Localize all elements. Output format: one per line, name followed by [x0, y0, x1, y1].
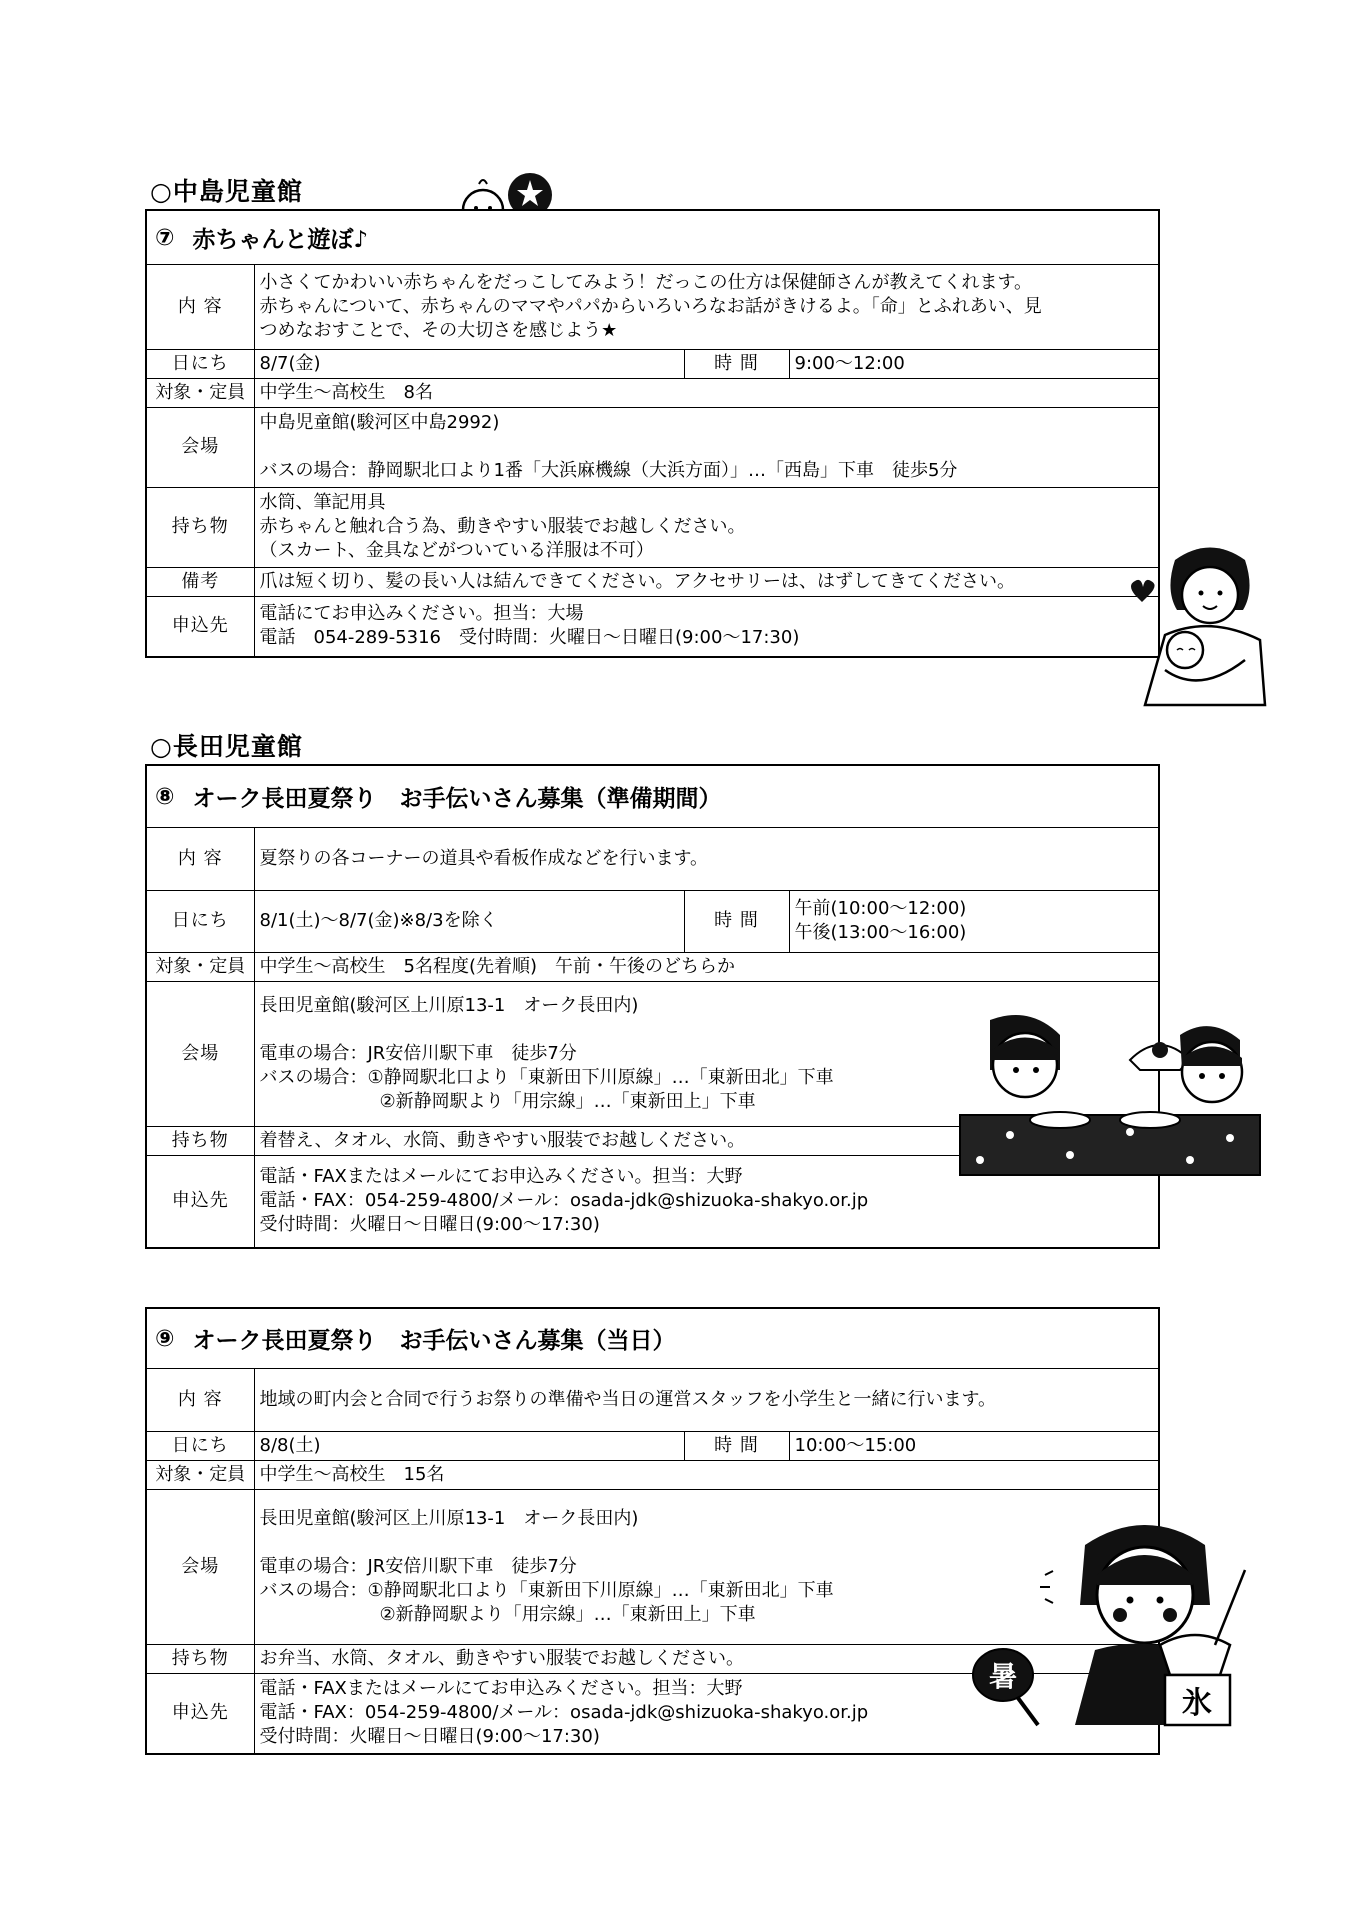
event-title-text: オーク長田夏祭り お手伝いさん募集（準備期間）	[192, 786, 722, 812]
event-title-7	[147, 211, 1158, 265]
section-heading-osada: ○長田児童館	[150, 732, 303, 761]
event-title-9	[147, 1309, 1158, 1369]
items-value: 着替え、タオル、水筒、動きやすい服装でお越しください。	[254, 1126, 1158, 1155]
content-value: 小さくてかわいい赤ちゃんをだっこしてみよう！だっこの仕方は保健師さんが教えてくれます。 赤ちゃんについて、赤ちゃんのママやパパからいろいろなお話がきけるよ。「命」とふれあい、見 つめなおすことで、その大切さを感じよう★	[254, 265, 1158, 349]
apply-label: 申込先	[147, 596, 254, 656]
uchiwa-text: 暑	[988, 1660, 1018, 1693]
apply-value: 電話・FAXまたはメールにてお申込みください。担当：大野 電話・FAX：054-259-4800/メール：osada-jdk@shizuoka-shakyo.or.jp 受付時間：火曜日～日曜日(9:00～17:30)	[254, 1673, 1158, 1753]
kakigori-text: 氷	[1182, 1686, 1212, 1721]
time-value: 午前(10:00～12:00) 午後(13:00～16:00)	[789, 890, 1158, 952]
items-label: 持ち物	[147, 487, 254, 567]
date-label: 日にち	[147, 890, 254, 952]
date-label: 日にち	[147, 1431, 254, 1460]
kids-festival-illustration	[950, 1010, 1270, 1180]
venue-label: 会場	[147, 1489, 254, 1644]
target-label: 対象・定員	[147, 1460, 254, 1489]
notes-label: 備考	[147, 567, 254, 596]
target-label: 対象・定員	[147, 378, 254, 407]
content-value: 夏祭りの各コーナーの道具や看板作成などを行います。	[254, 828, 1158, 890]
target-value: 中学生～高校生 5名程度(先着順) 午前・午後のどちらか	[254, 952, 1158, 981]
event-number: ⑨	[155, 1325, 175, 1352]
apply-value: 電話にてお申込みください。担当：大場 電話 054-289-5316 受付時間：火曜日～日曜日(9:00～17:30)	[254, 596, 1158, 656]
venue-value: 長田児童館(駿河区上川原13-1 オーク長田内) 電車の場合：JR安倍川駅下車 徒歩7分 バスの場合：①静岡駅北口より「東新田下川原線」…「東新田北」下車 ②新静岡駅より「用宗線」…「東新田上」下車	[254, 981, 1158, 1126]
items-value: お弁当、水筒、タオル、動きやすい服装でお越しください。	[254, 1644, 1158, 1673]
date-value: 8/7(金)	[254, 349, 684, 378]
apply-label: 申込先	[147, 1673, 254, 1753]
items-label: 持ち物	[147, 1644, 254, 1673]
kid-shaved-ice-illustration	[1035, 1515, 1265, 1740]
date-value: 8/1(土)～8/7(金)※8/3を除く	[254, 890, 684, 952]
items-label: 持ち物	[147, 1126, 254, 1155]
venue-label: 会場	[147, 407, 254, 487]
event-box-7	[145, 209, 1160, 658]
mother-holding-baby-illustration	[1125, 540, 1275, 710]
venue-label: 会場	[147, 981, 254, 1126]
time-label: 時 間	[684, 349, 789, 378]
section-heading-nakajima: ○中島児童館	[150, 177, 303, 206]
content-label: 内 容	[147, 1369, 254, 1431]
content-label: 内 容	[147, 265, 254, 349]
event-title-text: 赤ちゃんと遊ぼ♪	[192, 227, 369, 253]
time-label: 時 間	[684, 1431, 789, 1460]
items-value: 水筒、筆記用具 赤ちゃんと触れ合う為、動きやすい服装でお越しください。 （スカート、金具などがついている洋服は不可）	[254, 487, 1158, 567]
notes-value: 爪は短く切り、髪の長い人は結んできてください。アクセサリーは、はずしてきてください。	[254, 567, 1158, 596]
venue-value: 長田児童館(駿河区上川原13-1 オーク長田内) 電車の場合：JR安倍川駅下車 徒歩7分 バスの場合：①静岡駅北口より「東新田下川原線」…「東新田北」下車 ②新静岡駅より「用宗線」…「東新田上」下車	[254, 1489, 1158, 1644]
event-number: ⑦	[155, 224, 175, 251]
event-table-7	[147, 265, 1158, 656]
target-label: 対象・定員	[147, 952, 254, 981]
event-title-text: オーク長田夏祭り お手伝いさん募集（当日）	[192, 1328, 676, 1354]
content-label: 内 容	[147, 828, 254, 890]
content-value: 地域の町内会と合同で行うお祭りの準備や当日の運営スタッフを小学生と一緒に行います。	[254, 1369, 1158, 1431]
venue-value: 中島児童館(駿河区中島2992) バスの場合：静岡駅北口より1番「大浜麻機線（大浜方面）」…「西島」下車 徒歩5分	[254, 407, 1158, 487]
event-title-8	[147, 766, 1158, 828]
target-value: 中学生～高校生 15名	[254, 1460, 1158, 1489]
time-value: 9:00～12:00	[789, 349, 1158, 378]
apply-label: 申込先	[147, 1155, 254, 1247]
time-value: 10:00～15:00	[789, 1431, 1158, 1460]
date-value: 8/8(土)	[254, 1431, 684, 1460]
apply-value: 電話・FAXまたはメールにてお申込みください。担当：大野 電話・FAX：054-259-4800/メール：osada-jdk@shizuoka-shakyo.or.jp 受付時間：火曜日～日曜日(9:00～17:30)	[254, 1155, 1158, 1247]
time-label: 時 間	[684, 890, 789, 952]
event-number: ⑧	[155, 783, 175, 810]
target-value: 中学生～高校生 8名	[254, 378, 1158, 407]
date-label: 日にち	[147, 349, 254, 378]
